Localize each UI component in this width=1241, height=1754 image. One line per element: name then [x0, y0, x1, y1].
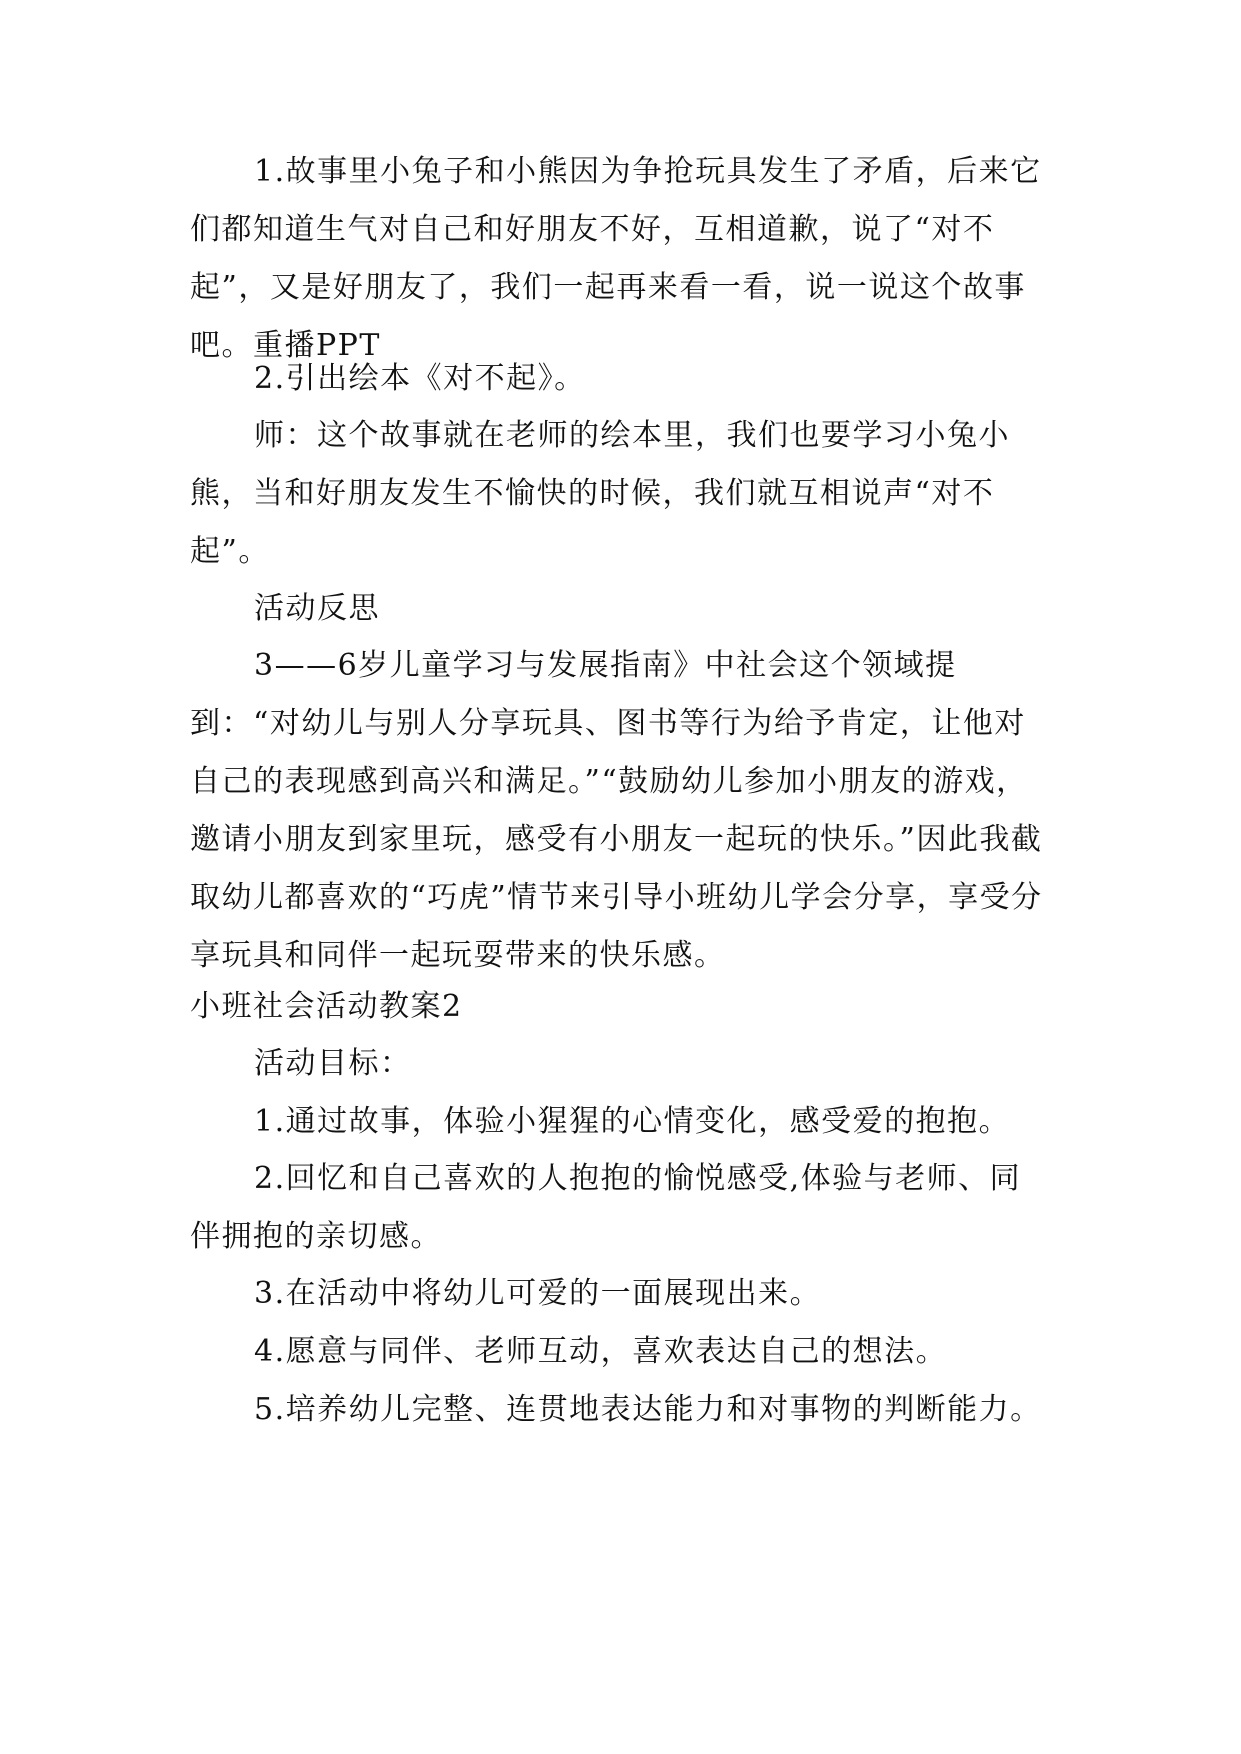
goal-item-4: 4.愿意与同伴、老师互动，喜欢表达自己的想法。 — [254, 1334, 948, 1369]
paragraph-picture-book: 2.引出绘本《对不起》。 — [254, 361, 586, 396]
paragraph-reflection: 3——6岁儿童学习与发展指南》中社会这个领域提到：“对幼儿与别人分享玩具、图书等行为给予肯定，让他对自己的表现感到高兴和满足。”“鼓励幼儿参加小朋友的游戏，邀请小朋友到家里玩，感受有小朋友一起玩的快乐。”因此我截取幼儿都喜欢的“巧虎”情节来引导小班幼儿学会分享，享受分享玩具和同伴一起玩耍带来的快乐感。 — [190, 648, 1043, 973]
section-title: 小班社会活动教案2 — [190, 989, 463, 1024]
goals-label: 活动目标： — [254, 1046, 412, 1081]
paragraph-story-summary: 1.故事里小兔子和小熊因为争抢玩具发生了矛盾，后来它们都知道生气对自己和好朋友不好，互相道歉，说了“对不起”，又是好朋友了，我们一起再来看一看，说一说这个故事吧。重播PPT — [190, 154, 1042, 363]
goal-item-3: 3.在活动中将幼儿可爱的一面展现出来。 — [254, 1276, 822, 1311]
paragraph-teacher-remark: 师：这个故事就在老师的绘本里，我们也要学习小兔小熊，当和好朋友发生不愉快的时候，我们就互相说声“对不起”。 — [190, 418, 1010, 569]
goal-item-5: 5.培养幼儿完整、连贯地表达能力和对事物的判断能力。 — [254, 1392, 1042, 1427]
goal-item-1: 1.通过故事，体验小猩猩的心情变化，感受爱的抱抱。 — [254, 1104, 1011, 1139]
heading-activity-reflection: 活动反思 — [254, 591, 380, 626]
goal-item-2: 2.回忆和自己喜欢的人抱抱的愉悦感受,体验与老师、同伴拥抱的亲切感。 — [190, 1161, 1022, 1254]
